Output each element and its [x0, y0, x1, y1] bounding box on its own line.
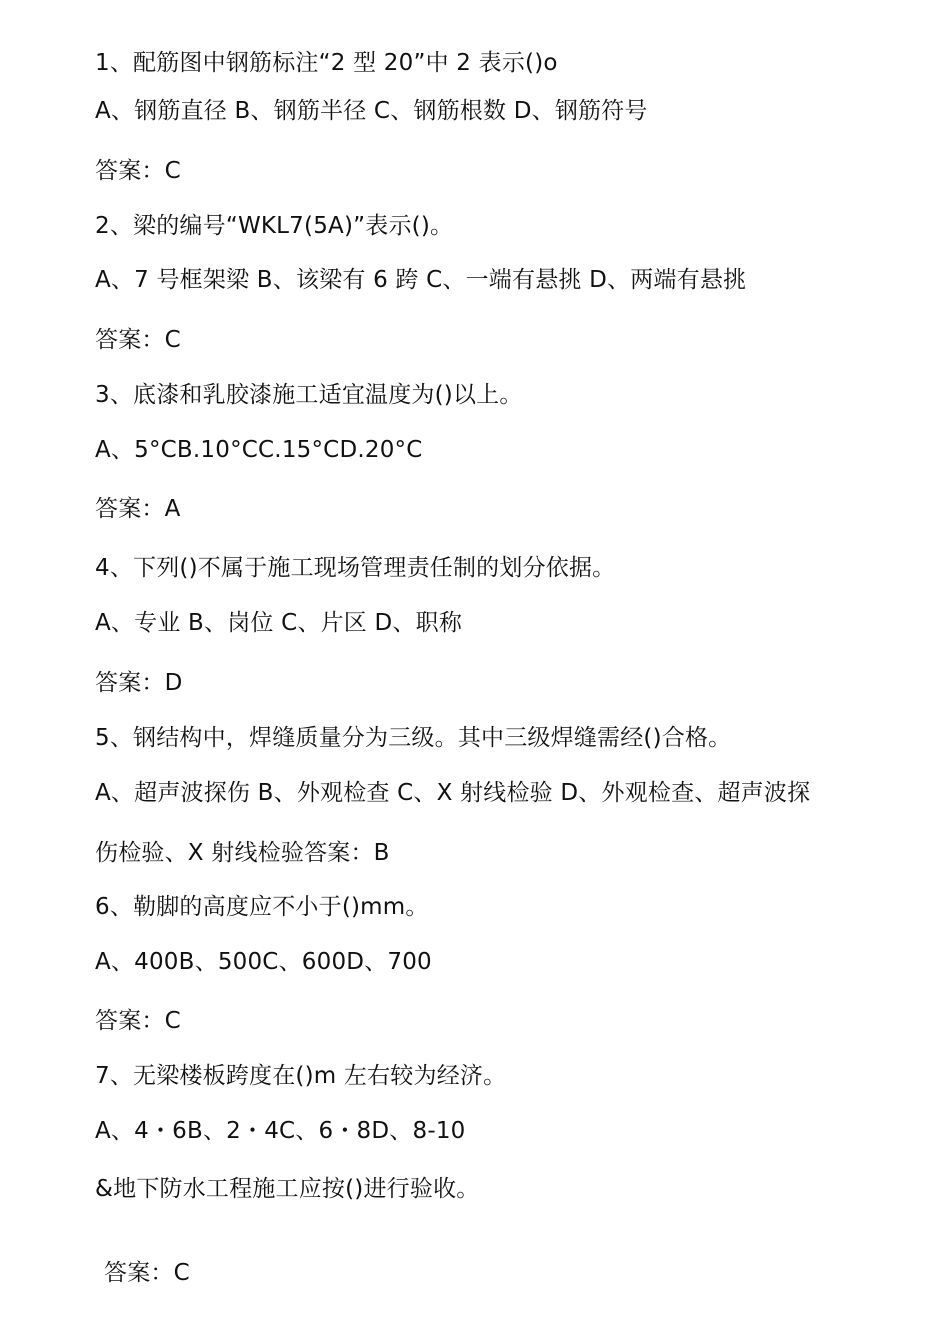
answer-3: 答案：A: [95, 496, 181, 522]
question-7: 7、无梁楼板跨度在()m 左右较为经济。: [95, 1063, 507, 1089]
options-6: A、400B、500C、600D、700: [95, 949, 432, 975]
question-3: 3、底漆和乳胶漆施工适宜温度为()以上。: [95, 382, 523, 408]
options-7: A、4・6B、2・4C、6・8D、8-10: [95, 1118, 466, 1144]
question-6: 6、勒脚的高度应不小于()mm。: [95, 894, 429, 920]
question-8: &地下防水工程施工应按()进行验收。: [95, 1176, 480, 1202]
answer-8: 答案：C: [104, 1260, 190, 1286]
answer-2: 答案：C: [95, 327, 181, 353]
options-5-cont: 伤检验、X 射线检验答案：B: [95, 840, 390, 866]
question-1: 1、配筋图中钢筋标注“2 型 20”中 2 表示()o: [95, 50, 558, 76]
answer-1: 答案：C: [95, 158, 181, 184]
answer-4: 答案：D: [95, 670, 183, 696]
question-5: 5、钢结构中，焊缝质量分为三级。其中三级焊缝需经()合格。: [95, 725, 732, 751]
options-5: A、超声波探伤 B、外观检查 C、X 射线检验 D、外观检查、超声波探: [95, 780, 811, 806]
question-4: 4、下列()不属于施工现场管理责任制的划分依据。: [95, 555, 616, 581]
options-4: A、专业 B、岗位 C、片区 D、职称: [95, 610, 463, 636]
options-3: A、5°CB.10°CC.15°CD.20°C: [95, 437, 423, 463]
answer-6: 答案：C: [95, 1008, 181, 1034]
options-1: A、钢筋直径 B、钢筋半径 C、钢筋根数 D、钢筋符号: [95, 98, 648, 124]
question-2: 2、梁的编号“WKL7(5A)”表示()。: [95, 213, 454, 239]
options-2: A、7 号框架梁 B、该梁有 6 跨 C、一端有悬挑 D、两端有悬挑: [95, 267, 747, 293]
